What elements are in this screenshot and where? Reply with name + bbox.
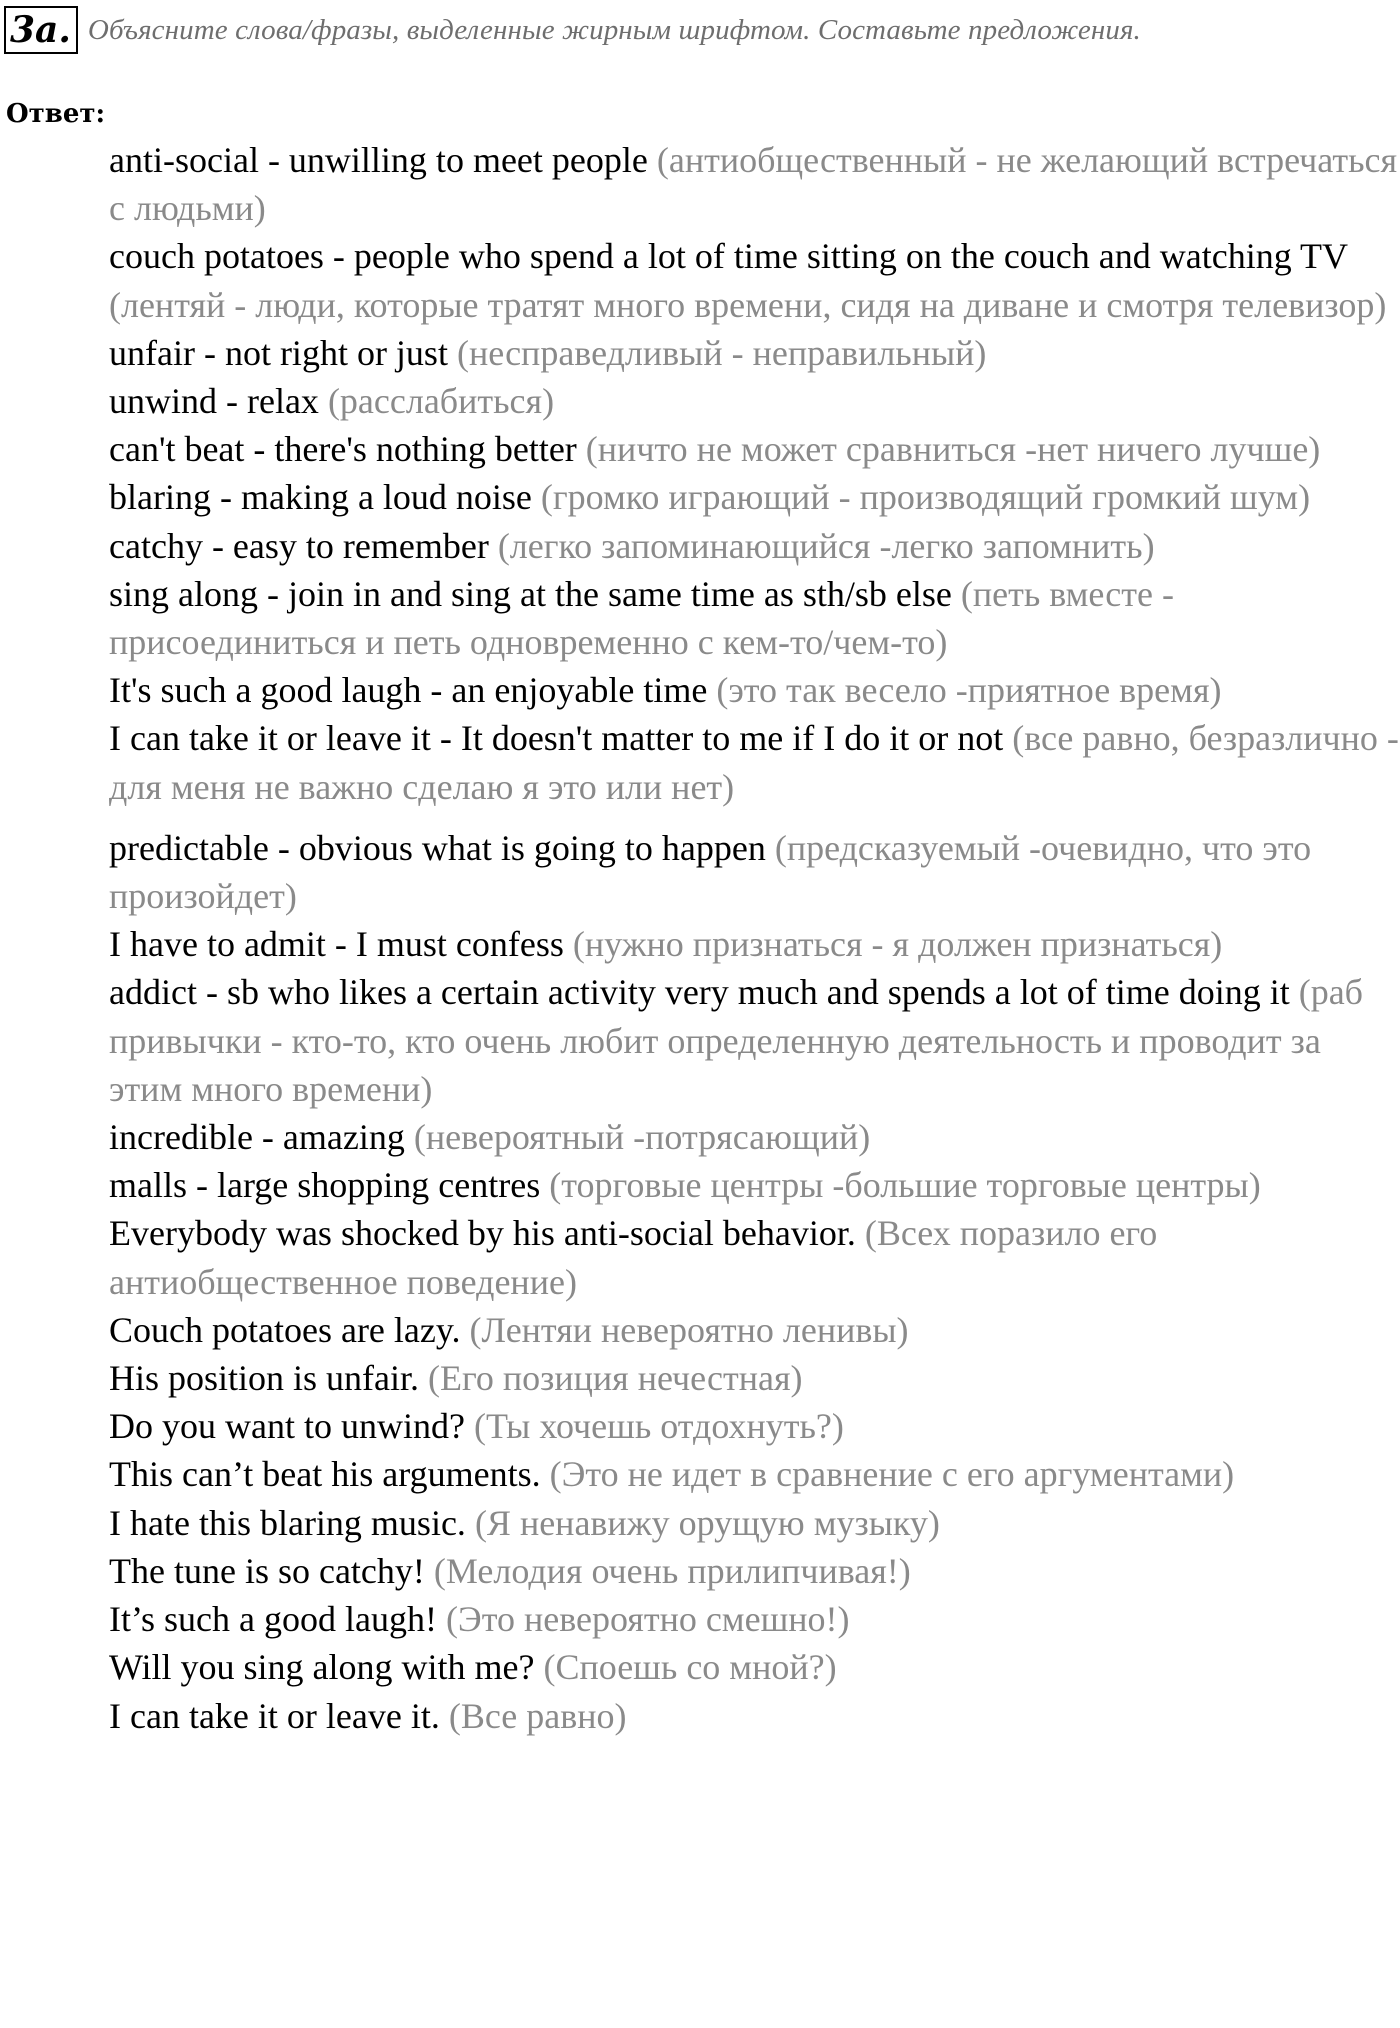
entry-unwind bbox=[109, 377, 1399, 425]
entry-english: catchy - easy to remember bbox=[109, 525, 489, 566]
answer-list bbox=[109, 136, 1399, 1740]
entry-translation: (раб привычки - кто-то, кто очень любит определенную деятельность и проводит за этим много времени) bbox=[109, 972, 1364, 1109]
entry-catchy bbox=[109, 522, 1399, 570]
sentence-good-laugh bbox=[109, 1595, 1399, 1643]
entry-addict bbox=[109, 968, 1399, 1113]
entry-english: blaring - making a loud noise bbox=[109, 477, 532, 518]
sentence-translation: (Мелодия очень прилипчивая!) bbox=[433, 1550, 911, 1591]
sentence-english: This can’t beat his arguments. bbox=[109, 1454, 541, 1495]
entry-english: anti-social - unwilling to meet people bbox=[109, 140, 648, 180]
sentence-couch-potatoes bbox=[109, 1306, 1399, 1354]
sentence-english: His position is unfair. bbox=[109, 1358, 420, 1399]
entry-english: addict - sb who likes a certain activity very much and spends a lot of time doing it bbox=[109, 972, 1290, 1013]
entry-take-it-or-leave-it bbox=[109, 714, 1399, 810]
sentence-translation: (Споешь со мной?) bbox=[543, 1647, 837, 1688]
entry-unfair bbox=[109, 329, 1399, 377]
entry-anti-social bbox=[109, 136, 1399, 232]
entry-translation: (все равно, безразлично - для меня не важно сделаю я это или нет) bbox=[109, 718, 1399, 807]
entry-translation: (расслабиться) bbox=[327, 381, 555, 422]
sentence-english: It’s such a good laugh! bbox=[109, 1599, 437, 1640]
sentence-translation: (Его позиция нечестная) bbox=[428, 1358, 803, 1399]
entry-couch-potatoes bbox=[109, 232, 1399, 328]
entry-english: predictable - obvious what is going to happen bbox=[109, 827, 766, 868]
sentence-english: I hate this blaring music. bbox=[109, 1502, 466, 1543]
sentence-translation: (Ты хочешь отдохнуть?) bbox=[473, 1406, 844, 1447]
sentence-english: Couch potatoes are lazy. bbox=[109, 1309, 461, 1350]
entry-english: unwind - relax bbox=[109, 381, 319, 422]
entry-english: incredible - amazing bbox=[109, 1117, 405, 1158]
sentence-translation: (Я ненавижу орущую музыку) bbox=[474, 1502, 940, 1543]
entry-english: I can take it or leave it - It doesn't matter to me if I do it or not bbox=[109, 718, 1004, 759]
entry-translation: (предсказуемый -очевидно, что это произойдет) bbox=[109, 827, 1312, 917]
sentence-english: Everybody was shocked by his anti-social behavior. bbox=[109, 1213, 856, 1254]
sentence-anti-social bbox=[109, 1209, 1399, 1305]
entry-translation: (антиобщественный - не желающий встречаться с людьми) bbox=[109, 140, 1398, 229]
entry-have-to-admit bbox=[109, 920, 1399, 968]
task-header bbox=[4, 4, 1392, 56]
sentence-unwind bbox=[109, 1402, 1399, 1450]
entry-translation: (несправедливый - неправильный) bbox=[456, 332, 987, 373]
entry-translation: (громко играющий - производящий громкий шум) bbox=[540, 477, 1311, 518]
sentence-translation: (Все равно) bbox=[448, 1695, 627, 1736]
entry-predictable bbox=[109, 824, 1399, 920]
sentence-english: Will you sing along with me? bbox=[109, 1647, 535, 1688]
entry-english: couch potatoes - people who spend a lot of time sitting on the couch and watching TV bbox=[109, 236, 1348, 277]
entry-translation: (невероятный -потрясающий) bbox=[413, 1117, 871, 1158]
entry-sing-along bbox=[109, 570, 1399, 666]
sentence-english: The tune is so catchy! bbox=[109, 1550, 425, 1591]
entry-english: unfair - not right or just bbox=[109, 332, 448, 373]
entry-blaring bbox=[109, 473, 1399, 521]
entry-english: I have to admit - I must confess bbox=[109, 924, 564, 965]
answer-label: Ответ: bbox=[6, 99, 106, 129]
sentence-english: I can take it or leave it. bbox=[109, 1695, 440, 1736]
entry-english: malls - large shopping centres bbox=[109, 1165, 541, 1206]
sentence-english: Do you want to unwind? bbox=[109, 1406, 465, 1447]
sentence-translation: (Лентяи невероятно ленивы) bbox=[469, 1309, 909, 1350]
sentence-cant-beat bbox=[109, 1450, 1399, 1498]
entry-translation: (лентяй - люди, которые тратят много времени, сидя на диване и смотря телевизор) bbox=[109, 284, 1387, 325]
entry-translation: (нужно признаться - я должен признаться) bbox=[572, 924, 1223, 965]
entry-malls bbox=[109, 1161, 1399, 1209]
sentence-catchy bbox=[109, 1547, 1399, 1595]
entry-incredible bbox=[109, 1113, 1399, 1161]
entry-cant-beat bbox=[109, 425, 1399, 473]
entry-english: It's such a good laugh - an enjoyable time bbox=[109, 670, 708, 711]
sentence-sing-along bbox=[109, 1643, 1399, 1691]
sentence-translation: (Всех поразило его антиобщественное поведение) bbox=[109, 1213, 1158, 1302]
entry-translation: (торговые центры -большие торговые центры) bbox=[549, 1165, 1261, 1206]
entry-translation: (петь вместе - присоединиться и петь одновременно с кем-то/чем-то) bbox=[109, 573, 1174, 663]
sentence-translation: (Это невероятно смешно!) bbox=[445, 1599, 850, 1640]
sentence-take-it-or-leave-it bbox=[109, 1692, 1399, 1740]
entry-translation: (ничто не может сравниться -нет ничего лучше) bbox=[585, 429, 1321, 470]
entry-good-laugh bbox=[109, 666, 1399, 714]
entry-translation: (легко запоминающийся -легко запомнить) bbox=[497, 525, 1155, 566]
task-instruction: Объясните слова/фразы, выделенные жирным шрифтом. Составьте предложения. bbox=[87, 13, 1141, 46]
entry-english: sing along - join in and sing at the same time as sth/sb else bbox=[109, 573, 952, 614]
entry-translation: (это так весело -приятное время) bbox=[716, 670, 1222, 711]
sentence-blaring bbox=[109, 1499, 1399, 1547]
sentence-translation: (Это не идет в сравнение с его аргументами) bbox=[549, 1454, 1235, 1495]
sentence-unfair bbox=[109, 1354, 1399, 1402]
task-number: 3a. bbox=[4, 6, 78, 54]
entry-english: can't beat - there's nothing better bbox=[109, 429, 577, 470]
